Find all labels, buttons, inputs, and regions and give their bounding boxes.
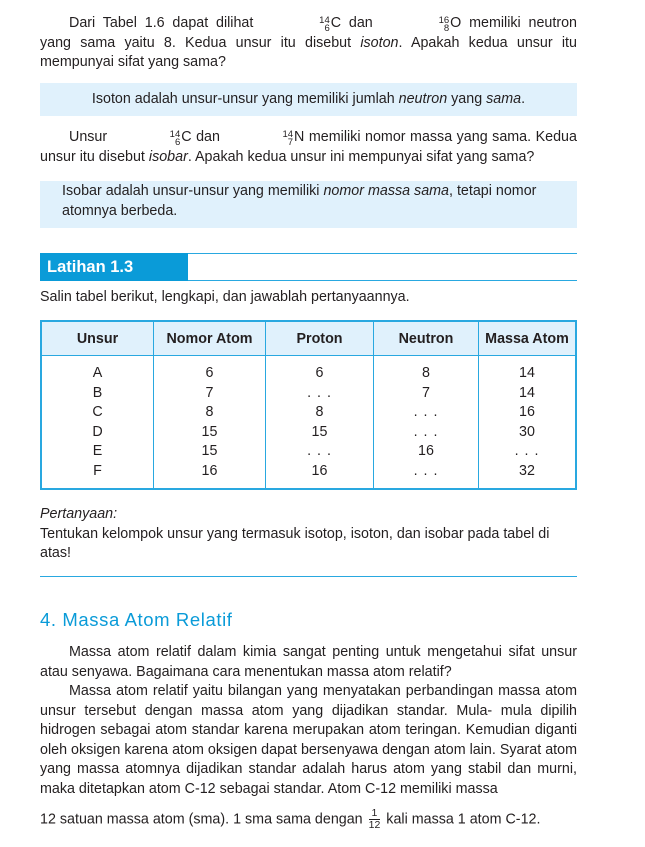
section-paragraph-1: Massa atom relatif dalam kimia sangat penting untuk mengetahui sifat unsur atau senyawa. Bagaimana cara menentukan massa atom relatif?	[40, 644, 577, 680]
intro-text: Dari Tabel 1.6 dapat dilihat	[69, 15, 254, 31]
intro-text-after: memiliki neutron yang sama yaitu 8. Kedua unsur itu disebut	[40, 15, 577, 51]
header-rule-top	[188, 253, 577, 254]
isobar-definition-box	[40, 181, 577, 228]
nuclide-c14: 14 6 C	[169, 129, 192, 148]
column-proton: 6 . . . 8 15 . . . 16	[266, 356, 374, 489]
isobar-definition: Isobar adalah unsur-unsur yang memiliki nomor massa sama, tetapi nomor atomnya berbeda.	[62, 183, 537, 219]
isoton-definition: Isoton adalah unsur-unsur yang memiliki jumlah neutron yang sama.	[91, 91, 526, 107]
header-unsur: Unsur	[41, 321, 154, 356]
column-nomor-atom: 6 7 8 15 15 16	[154, 356, 266, 489]
term-isoton: isoton	[360, 34, 399, 51]
table-header-row	[41, 321, 576, 356]
section-paragraph-2: Massa atom relatif yaitu bilangan yang menyatakan perbandingan massa atom unsur tersebut dengan massa atom yang dijadikan standar. Mula- mula dipilih hidrogen sebagai atom standar karena merupakan atom teringan. Kemudian diganti oleh oksigen karena atom oksigen dapat bersenyawa dengan atom lain. Syarat atom yang massa atomnya dijadikan standar adalah harus atom yang stabil dan murni, maka ditetapkan atom C-12 sebagai standar. Atom C-12 memiliki massa	[40, 683, 577, 797]
intro-question: . Apakah kedua unsur itu mempunyai sifat yang sama?	[40, 34, 577, 71]
header-massa-atom: Massa Atom	[479, 321, 577, 356]
exercise-instruction: Salin tabel berikut, lengkapi, dan jawablah pertanyaannya.	[40, 289, 410, 305]
table-body	[41, 356, 576, 489]
exercise-title: Latihan 1.3	[40, 253, 188, 281]
term-isobar: isobar	[148, 148, 188, 165]
exercise-table	[40, 320, 577, 490]
header-proton: Proton	[266, 321, 374, 356]
column-massa-atom: 14 14 16 30 . . . 32	[479, 356, 577, 489]
exercise-header	[40, 253, 577, 281]
column-neutron: 8 7 . . . . . . 16 . . .	[374, 356, 479, 489]
header-neutron: Neutron	[374, 321, 479, 356]
fraction-one-twelfth: $\frac{1}{12}$	[368, 807, 381, 831]
connector-text: dan	[348, 15, 373, 31]
intro-paragraph	[40, 14, 577, 73]
header-rule-bottom	[188, 280, 577, 281]
section-title: 4. Massa Atom Relatif	[40, 609, 233, 630]
question-label: Pertanyaan:	[40, 506, 118, 522]
nuclide-c14: 14 6 C	[319, 15, 342, 34]
section-paragraph-3: 12 satuan massa atom (sma). 1 sma sama dengan $\frac{1}{12}$ kali massa 1 atom C-12.	[40, 807, 541, 831]
exercise-question	[40, 505, 577, 564]
exercise-divider	[40, 576, 577, 577]
isoton-definition-box	[40, 83, 577, 116]
question-text: Tentukan kelompok unsur yang termasuk isotop, isoton, dan isobar pada tabel di atas!	[40, 525, 550, 562]
column-unsur: A B C D E F	[41, 356, 154, 489]
isobar-paragraph: Unsur 14 6 C dan 14 7 N memiliki nomor massa yang sama. Kedua unsur itu disebut isobar. Apakah kedua unsur ini mempunyai sifat yang sama?	[40, 129, 577, 165]
nuclide-n14: 14 7 N	[282, 129, 305, 148]
nuclide-o16: 16 8 O	[438, 15, 462, 34]
header-nomor-atom: Nomor Atom	[154, 321, 266, 356]
